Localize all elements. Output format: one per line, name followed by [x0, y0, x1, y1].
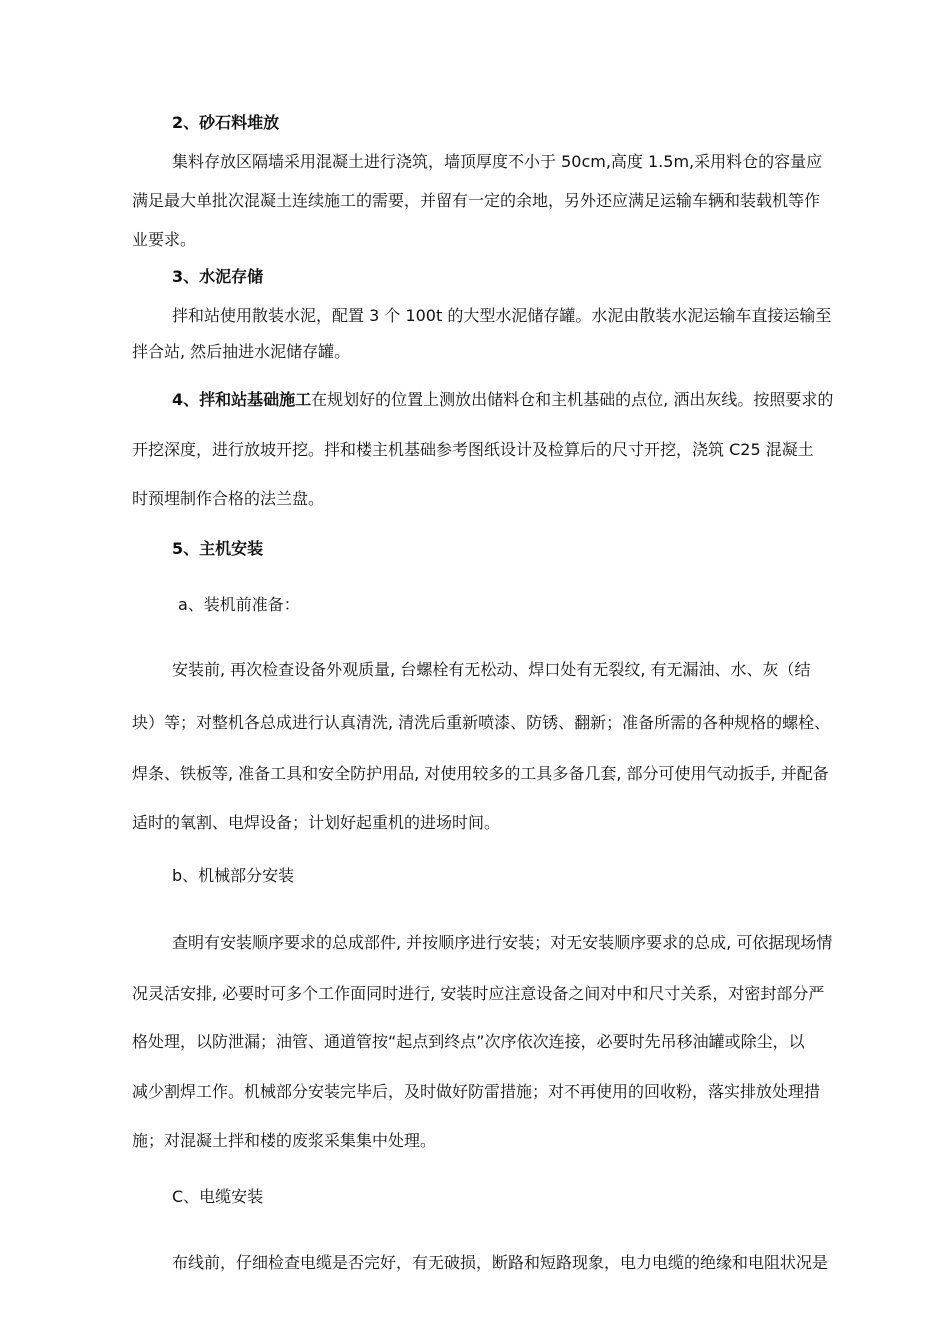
paragraph-line: 布线前，仔细检查电缆是否完好，有无破损，断路和短路现象，电力电缆的绝缘和电阻状况是: [172, 1253, 829, 1272]
paragraph-line: 集料存放区隔墙采用混凝土进行浇筑，墙顶厚度不小于 50cm,高度 1.5m,采用料仓的容量应: [172, 152, 823, 171]
paragraph-line: 块）等；对整机各总成进行认真清洗, 清洗后重新喷漆、防锈、翻新；准备所需的各种规格的螺栓、: [132, 713, 831, 732]
subheading-mechanical: b、机械部分安装: [172, 866, 295, 885]
paragraph-line: 拌合站, 然后抽进水泥储存罐。: [132, 342, 351, 361]
paragraph-line-foundation: [172, 389, 872, 411]
paragraph-text: 在规划好的位置上测放出储料仓和主机基础的点位, 洒出灰线。按照要求的: [311, 390, 834, 409]
paragraph-line: 拌和站使用散装水泥，配置 3 个 100t 的大型水泥储存罐。水泥由散装水泥运输车直接运输至: [172, 306, 832, 325]
paragraph-line: 适时的氧割、电焊设备；计划好起重机的进场时间。: [132, 813, 501, 832]
paragraph-line: 满足最大单批次混凝土连续施工的需要，并留有一定的余地，另外还应满足运输车辆和装载机等作: [132, 191, 821, 210]
heading-cement-storage: 3、水泥存储: [172, 267, 264, 286]
subheading-preparation: a、装机前准备：: [178, 595, 300, 614]
paragraph-line: 业要求。: [132, 230, 197, 249]
paragraph-line: 格处理，以防泄漏；油管、通道管按“起点到终点”次序依次连接，必要时先吊移油罐或除尘，以: [132, 1032, 805, 1051]
paragraph-line: 焊条、铁板等, 准备工具和安全防护用品, 对使用较多的工具多备几套, 部分可使用气动扳手, 并配备: [132, 764, 829, 783]
heading-foundation: 4、拌和站基础施工: [172, 390, 312, 409]
paragraph-line: 开挖深度，进行放坡开挖。拌和楼主机基础参考图纸设计及检算后的尺寸开挖，浇筑 C25 混凝土: [132, 440, 814, 459]
paragraph-line: 况灵活安排, 必要时可多个工作面同时进行, 安装时应注意设备之间对中和尺寸关系，对密封部分严: [132, 984, 825, 1003]
paragraph-line: 减少割焊工作。机械部分安装完毕后，及时做好防雷措施；对不再使用的回收粉，落实排放处理措: [132, 1082, 821, 1101]
heading-sand-gravel: 2、砂石料堆放: [172, 113, 280, 132]
paragraph-line: 施；对混凝土拌和楼的废浆采集集中处理。: [132, 1131, 437, 1150]
paragraph-line: 时预埋制作合格的法兰盘。: [132, 489, 325, 508]
paragraph-line: 查明有安装顺序要求的总成部件, 并按顺序进行安装；对无安装顺序要求的总成, 可依据现场情: [172, 933, 833, 952]
heading-main-machine: 5、主机安装: [172, 539, 264, 558]
paragraph-line: 安装前, 再次检查设备外观质量, 台螺栓有无松动、焊口处有无裂纹, 有无漏油、水、灰（结: [172, 660, 811, 679]
subheading-cable: C、电缆安装: [172, 1187, 264, 1206]
